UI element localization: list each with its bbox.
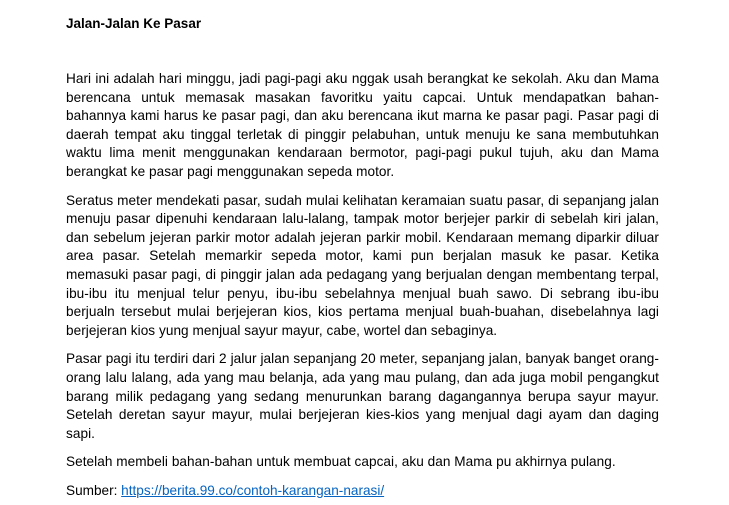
paragraph-3: Pasar pagi itu terdiri dari 2 jalur jalan sepanjang 20 meter, sepanjang jalan, banyak banget orang-orang lalu lalang, ada yang mau belanja, ada yang mau pulang, dan ada juga mobil pengangkut barang milik pedagang yang sedang menurunkan barang dagangannya berupa sayur mayur. Setelah deretan sayur mayur, mulai berjejeran kies-kios yang menjual dagi ayam dan daging sapi. [66, 351, 659, 441]
document-title: Jalan-Jalan Ke Pasar [66, 16, 202, 31]
document-page [66, 14, 659, 500]
paragraph-1: Hari ini adalah hari minggu, jadi pagi-pagi aku nggak usah berangkat ke sekolah. Aku dan Mama berencana untuk memasak masakan favoritku yaitu capcai. Untuk mendapatkan bahan-bahannya kami harus ke pasar pagi, dan aku berencana ikut marna ke pasar pagi. Pasar pagi di daerah tempat aku tinggal terletak di pinggir pelabuhan, untuk menuju ke sana membutuhkan waktu lima menit menggunakan kendaraan bermotor, pagi-pagi pukul tujuh, aku dan Mama berangkat ke pasar pagi menggunakan sepeda motor. [66, 71, 659, 179]
source-line [66, 482, 659, 501]
source-link[interactable]: https://berita.99.co/contoh-karangan-narasi/ [121, 482, 385, 498]
paragraph-2: Seratus meter mendekati pasar, sudah mulai kelihatan keramaian suatu pasar, di sepanjang jalan menuju pasar dipenuhi kendaraan lalu-lalang, tampak motor berjejer parkir di sebelah kiri jalan, dan sebelum jejeran parkir motor adalah jejeran parkir mobil. Kendaraan memang diparkir diluar area pasar. Setelah memarkir sepeda motor, kami pun berjalan masuk ke pasar. Ketika memasuki pasar pagi, di pinggir jalan ada pedagang yang berjualan dengan membentang terpal, ibu-ibu itu menjual telur penyu, ibu-ibu sebelahnya menjual buah sawo. Di sebrang ibu-ibu berjualn tersebut mulai berjejeran kios, kios pertama menjual buah-buahan, disebelahnya lagi berjejeran kios yung menjual sayur mayur, cabe, wortel dan sebaginya. [66, 192, 659, 338]
source-label: Sumber: [66, 482, 122, 498]
paragraph-4: Setelah membeli bahan-bahan untuk membuat capcai, aku dan Mama pu akhirnya pulang. [66, 454, 616, 470]
